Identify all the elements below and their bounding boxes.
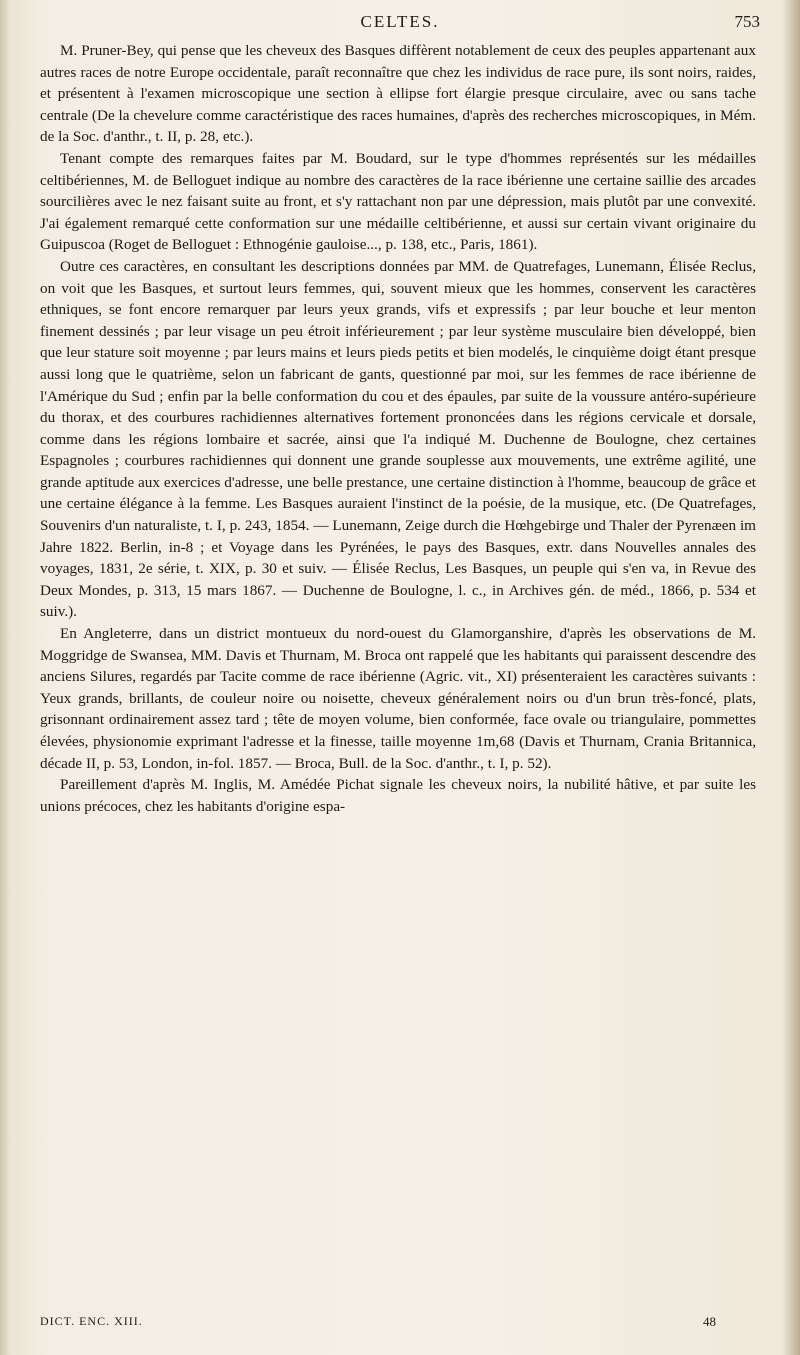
body-text [40,40,756,817]
paragraph-1: M. Pruner-Bey, qui pense que les cheveux des Basques diffèrent notablement de ceux des peuples appartenant aux autres races de notre Europe occidentale, paraît reconnaître que chez les individus de race pure, ils sont noirs, raides, et présentent à l'examen microscopique une section à ellipse fort élargie presque circulaire, avec ou sans tache centrale (De la chevelure comme caractéristique des races humaines, d'après des recherches microscopiques, in Mém. de la Soc. d'anthr., t. II, p. 28, etc.). [40,42,756,146]
paragraph-5: Pareillement d'après M. Inglis, M. Amédée Pichat signale les cheveux noirs, la nubilité hâtive, et par suite les unions précoces, chez les habitants d'origine espa- [40,776,756,815]
page-footer [40,1312,756,1334]
paragraph-4: En Angleterre, dans un district montueux du nord-ouest du Glamorganshire, d'après les observations de M. Moggridge de Swansea, MM. Davis et Thurnam, M. Broca ont rappelé que les habitants qui paraissent descendre des anciens Silures, regardés par Tacite comme de race ibérienne (Agric. vit., XI) présenteraient les caractères suivants : Yeux grands, brillants, de couleur noire ou noisette, cheveux généralement noirs ou d'un brun très-foncé, plats, grisonnant ordinairement assez tard ; tête de moyen volume, bien conformée, face ovale ou triangulaire, pommettes élevées, physionomie exprimant l'adresse et la finesse, taille moyenne 1m,68 (Davis et Thurnam, Crania Britannica, décade II, p. 53, London, in-fol. 1857. — Broca, Bull. de la Soc. d'anthr., t. I, p. 52). [40,625,756,772]
paragraph-3: Outre ces caractères, en consultant les descriptions données par MM. de Quatrefages, Lunemann, Élisée Reclus, on voit que les Basques, et surtout leurs femmes, qui, souvent mieux que les hommes, conservent les caractères ethniques, se font encore remarquer par leurs yeux grands, vifs et expressifs ; par leur bouche et leur menton finement dessinés ; par leur visage un peu étroit inférieurement ; par leur système musculaire bien développé, bien que leur stature soit moyenne ; par leurs mains et leurs pieds petits et bien modelés, le cinquième doigt étant presque aussi long que le quatrième, selon un fabricant de gants, questionné par moi, sur les femmes de race ibérienne de l'Amérique du Sud ; enfin par la belle conformation du cou et des épaules, par suite de la voussure antéro-supérieure du thorax, et des courbures rachidiennes alternatives fortement prononcées dans les régions cervicale et dorsale, comme dans les régions lombaire et sacrée, ainsi que l'a indiqué M. Duchenne de Boulogne, chez certaines Espagnoles ; courbures rachidiennes qui donnent une grande souplesse aux mouvements, une extrême agilité, une grande aptitude aux exercices d'adresse, une belle prestance, une certaine distinction à l'homme, beaucoup de grâce et une certaine élégance à la femme. Les Basques auraient l'instinct de la poésie, de la musique, etc. (De Quatrefages, Souvenirs d'un naturaliste, t. I, p. 243, 1854. — Lunemann, Zeige durch die Hœhgebirge und Thaler der Pyrenæen im Jahre 1822. Berlin, in-8 ; et Voyage dans les Pyrénées, le pays des Basques, extr. dans Nouvelles annales des voyages, 1831, 2e série, t. XIX, p. 30 et suiv. — Élisée Reclus, Les Basques, un peuple qui s'en va, in Revue des Deux Mondes, p. 313, 15 mars 1867. — Duchenne de Boulogne, l. c., in Archives gén. de méd., 1866, p. 534 et suiv.). [40,257,756,621]
page-gutter-shadow [0,0,10,1355]
running-title: CELTES. [360,12,440,31]
page-edge-shadow [782,0,800,1355]
paragraph-2: Tenant compte des remarques faites par M. Boudard, sur le type d'hommes représentés sur les médailles celtibériennes, M. de Belloguet indique au nombre des caractères de la race ibérienne une certaine saillie des arcades sourcilières avec le nez faisant suite au front, et s'y rattachant non par une dépression, mais plutôt par une convexité. J'ai également remarqué cette conformation sur une médaille celtibérienne, et aussi sur certain vivant originaire du Guipuscoa (Roget de Belloguet : Ethnogénie gauloise..., p. 138, etc., Paris, 1861). [40,149,756,254]
page-header [40,10,760,36]
signature-mark: DICT. ENC. XIII. [40,1314,143,1328]
sheet-number: 48 [703,1314,716,1329]
page-number: 753 [734,12,760,31]
